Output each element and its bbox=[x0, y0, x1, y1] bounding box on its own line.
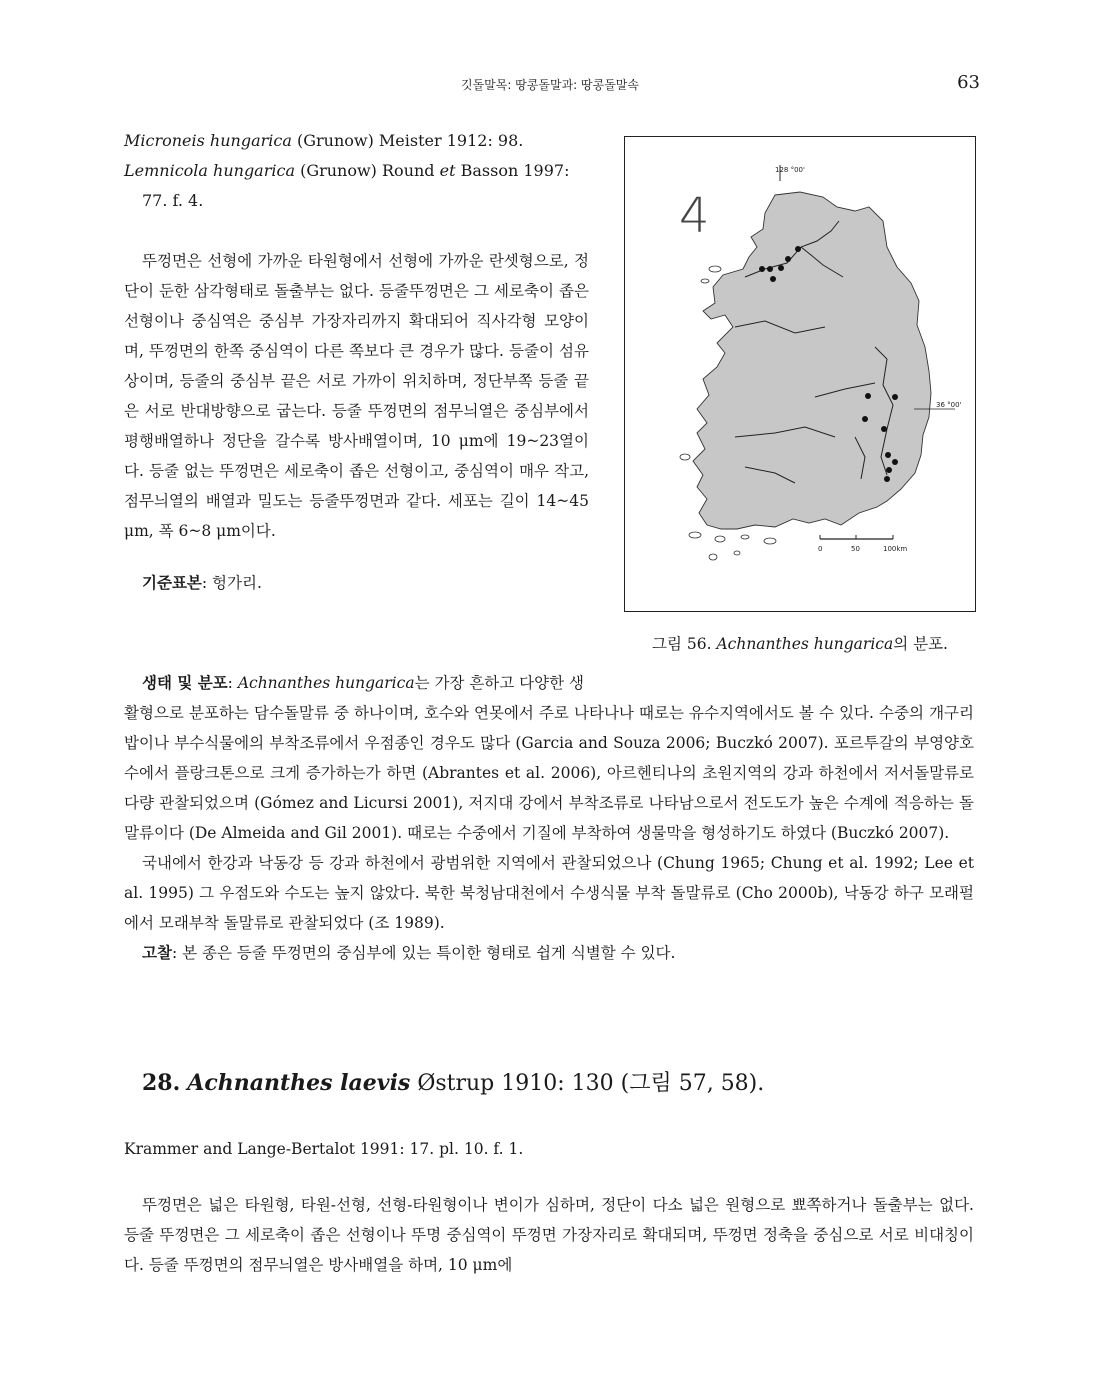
site-marker bbox=[892, 459, 898, 465]
section-28-description bbox=[124, 1190, 974, 1280]
site-marker bbox=[862, 416, 868, 422]
site-marker bbox=[785, 256, 791, 262]
scale-label-0: 0 bbox=[818, 545, 823, 553]
figure-caption bbox=[624, 632, 976, 654]
type-specimen-label: 기준표본 bbox=[142, 573, 202, 592]
synonym-et: et bbox=[439, 161, 456, 180]
site-marker bbox=[865, 393, 871, 399]
site-marker bbox=[886, 467, 892, 473]
ecology-first-line: 생태 및 분포: Achnanthes hungarica는 가장 흔하고 다양한 생활형으로 분포하는 담수돌말류 중 하나이며, 호수와 연못에서 주로 나타나나 때로는 유수지역에서도 볼 수 있다. 수중의 개구리밥이나 부수식물에의 부착조류에서 우점종인 경우도 많다 (Garcia and Souza 2006; Buczkó 2007). 포르투갈의 부영양호수에서 플랑크톤으로 크게 증가하는가 하면 (Abrantes et al. 2006), 아르헨티나의 초원지역의 강과 하천에서 저서돌말류로 다량 관찰되었으며 (Gómez and Licursi 2001), 저지대 강에서 부착조류로 나타남으로서 전도도가 높은 수계에 적응하는 돌말류이다 (De Almeida and Gil 2001). 때로는 수중에서 기질에 부착하여 생물막을 형성하기도 하였다 (Buczkó 2007). bbox=[124, 673, 974, 842]
latitude-label: 36 °00' bbox=[936, 401, 962, 409]
map-corner-numeral: 4 bbox=[679, 188, 710, 244]
site-marker bbox=[795, 246, 801, 252]
description-paragraph: 뚜껑면은 선형에 가까운 타원형에서 선형에 가까운 란셋형으로, 정단이 둔한 삼각형태로 돌출부는 없다. 등줄뚜껑면은 그 세로축이 좁은 선형이나 중심역은 중심부 가장자리까지 확대되어 직사각형 모양이며, 뚜껑면의 한쪽 중심역이 다른 쪽보다 큰 경우가 많다. 등줄이 섬유상이며, 등줄의 중심부 끝은 서로 가까이 위치하며, 정단부쪽 등줄 끝은 서로 반대방향으로 굽는다. 등줄 뚜껑면의 점무늬열은 중심부에서 평행배열하나 정단을 갈수록 방사배열이며, 10 μm에 19~23열이다. 등줄 없는 뚜껑면은 세로축이 좁은 선형이고, 중심역이 매우 작고, 점무늬열의 배열과 밀도는 등줄뚜껑면과 같다. 세포는 길이 14~45 μm, 폭 6~8 μm이다. bbox=[124, 252, 589, 540]
left-column bbox=[124, 126, 589, 598]
site-marker bbox=[884, 476, 890, 482]
type-specimen-text: : 헝가리. bbox=[201, 574, 262, 592]
remarks-paragraph bbox=[124, 938, 974, 968]
ecology-domestic-paragraph: 국내에서 한강과 낙동강 등 강과 하천에서 광범위한 지역에서 관찰되었으나 (Chung 1965; Chung et al. 1992; Lee et al. 1995) 그 우점도와 수도는 높지 않았다. 북한 북청남대천에서 수생식물 부착 돌말류로 (Cho 2000b), 낙동강 하구 모래펄에서 모래부착 돌말류로 관찰되었다 (조 1989). bbox=[124, 854, 974, 932]
site-marker bbox=[881, 426, 887, 432]
type-specimen bbox=[124, 568, 589, 598]
synonym-name: Microneis hungarica bbox=[124, 131, 292, 150]
remarks-label: 고찰 bbox=[142, 943, 172, 962]
section-28-heading-wrap bbox=[124, 1066, 974, 1097]
synonym-citation: (Grunow) Meister 1912: 98. bbox=[291, 131, 524, 150]
synonym-2 bbox=[124, 156, 589, 216]
site-marker bbox=[770, 276, 776, 282]
ecology-text: 는 가장 흔하고 다양한 생활형으로 분포하는 담수돌말류 중 하나이며, 호수와 연못에서 주로 나타나나 때로는 유수지역에서도 볼 수 있다. 수중의 개구리밥이나 부수식물에의 부착조류에서 우점종인 경우도 많다 (Garcia and Souza 2006; Buczkó 2007). 포르투갈의 부영양호수에서 플랑크톤으로 크게 증가하는가 하면 (Abrantes et al. 2006), 아르헨티나의 초원지역의 강과 하천에서 저서돌말류로 다량 관찰되었으며 (Gómez and Licursi 2001), 저지대 강에서 부착조류로 나타남으로서 전도도가 높은 수계에 적응하는 돌말류이다 (De Almeida and Gil 2001). 때로는 수중에서 기질에 부착하여 생물막을 형성하기도 하였다 (Buczkó 2007). bbox=[124, 674, 974, 842]
site-marker bbox=[778, 265, 784, 271]
section-28-reference bbox=[124, 1134, 974, 1164]
ecology-species: Achnanthes hungarica bbox=[237, 674, 415, 692]
site-marker bbox=[892, 394, 898, 400]
site-marker bbox=[885, 452, 891, 458]
ecology-section bbox=[124, 668, 974, 968]
remarks-text: : 본 종은 등줄 뚜껑면의 중심부에 있는 특이한 형태로 쉽게 식별할 수 있다. bbox=[171, 944, 676, 962]
synonym-citation: (Grunow) Round bbox=[294, 161, 440, 180]
scale-label-50: 50 bbox=[851, 545, 860, 553]
section-heading bbox=[124, 1066, 974, 1097]
site-marker bbox=[767, 266, 773, 272]
reference-text: Krammer and Lange-Bertalot 1991: 17. pl. 10. f. 1. bbox=[124, 1140, 524, 1158]
caption-prefix: 그림 56. bbox=[652, 635, 717, 653]
running-title: 깃돌말목: 땅콩돌말과: 땅콩돌말속 bbox=[460, 78, 639, 92]
scale-label-100km: 100km bbox=[883, 545, 908, 553]
caption-suffix: 의 분포. bbox=[893, 635, 948, 653]
synonym-name: Lemnicola hungarica bbox=[124, 161, 295, 180]
section-description: 뚜껑면은 넓은 타원형, 타원-선형, 선형-타원형이나 변이가 심하며, 정단이 다소 넓은 원형으로 뾰쪽하거나 돌출부는 없다. 등줄 뚜껑면은 그 세로축이 좁은 선형이나 뚜명 중심역이 뚜껑면 가장자리로 확대되며, 뚜껑면 정축을 중심으로 서로 비대칭이다. 등줄 뚜껑면의 점무늬열은 방사배열을 하며, 10 μm에 bbox=[124, 1196, 974, 1274]
section-species: Achnanthes laevis bbox=[187, 1070, 411, 1096]
distribution-map bbox=[624, 136, 976, 612]
korea-map-svg bbox=[625, 137, 975, 611]
synonym-1 bbox=[124, 126, 589, 156]
section-number: 28. bbox=[142, 1070, 181, 1096]
section-author-year: Østrup 1910: 130 (그림 57, 58). bbox=[410, 1071, 765, 1096]
caption-species: Achnanthes hungarica bbox=[716, 635, 894, 653]
ecology-label: 생태 및 분포 bbox=[142, 673, 228, 692]
longitude-label: 128 °00' bbox=[775, 166, 805, 174]
page-number: 63 bbox=[957, 72, 980, 93]
synonym-citation: Basson 1997: 77. f. 4. bbox=[142, 161, 570, 210]
site-marker bbox=[759, 266, 765, 272]
scale-bar bbox=[818, 535, 907, 553]
